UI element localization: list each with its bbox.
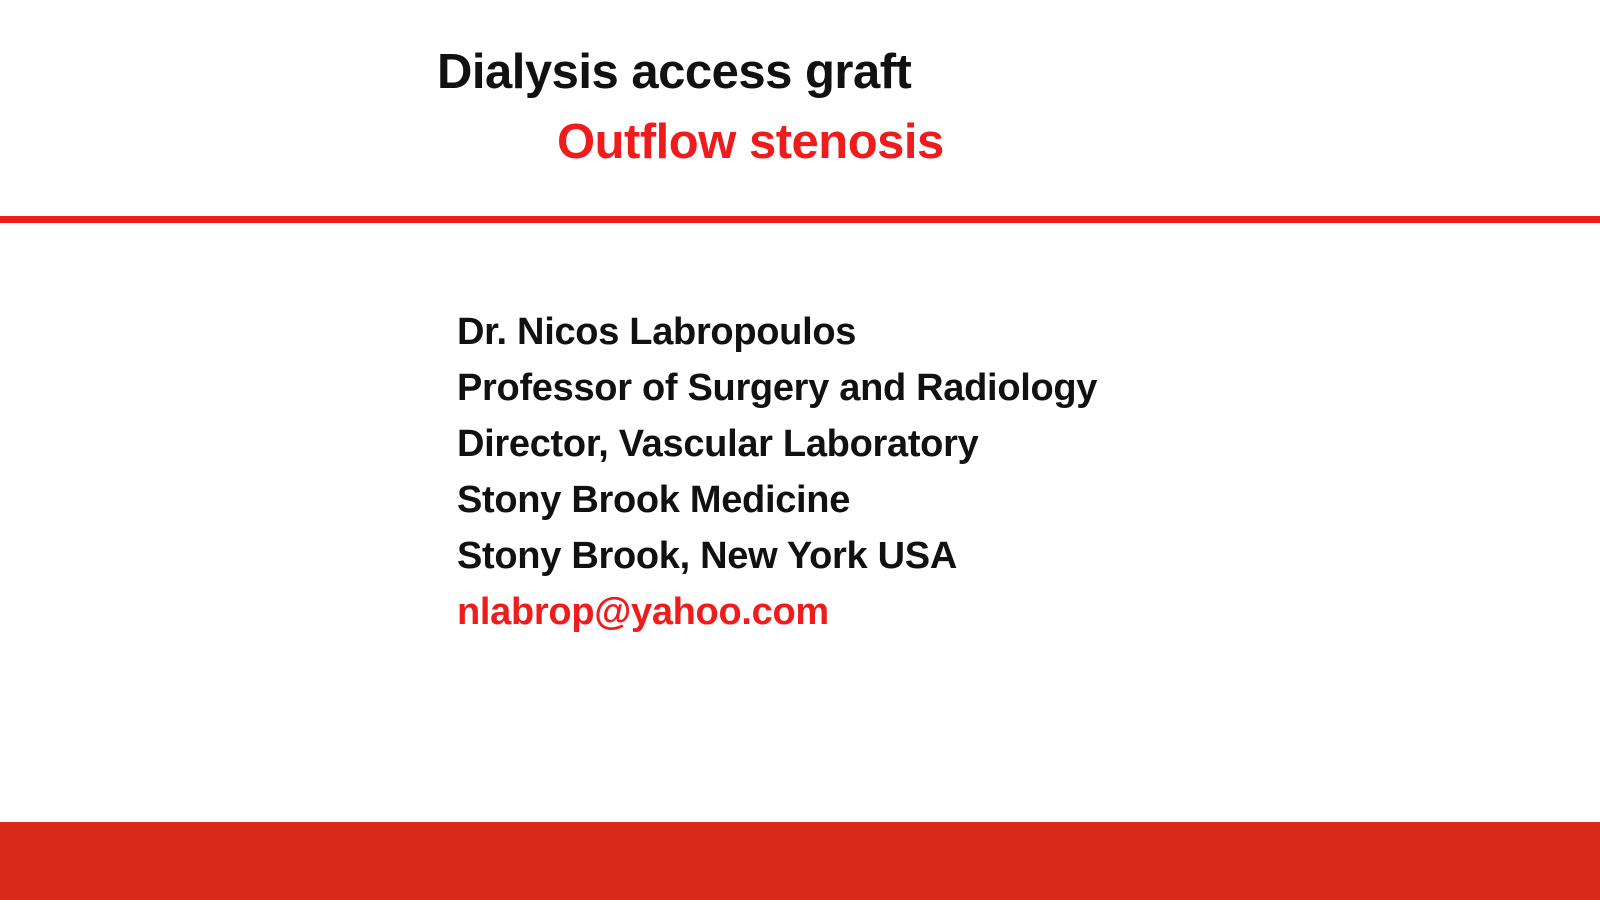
slide-title: Dialysis access graft [437, 45, 912, 99]
presenter-institution: Stony Brook Medicine [457, 479, 851, 521]
presenter-position: Professor of Surgery and Radiology [457, 367, 1098, 409]
presenter-email[interactable]: nlabrop@yahoo.com [457, 591, 829, 633]
slide-subtitle: Outflow stenosis [557, 115, 944, 169]
presenter-info [457, 304, 1097, 640]
footer-band [0, 822, 1600, 900]
presenter-name: Dr. Nicos Labropoulos [457, 311, 857, 353]
presenter-role: Director, Vascular Laboratory [457, 423, 979, 465]
header-divider [0, 216, 1600, 223]
presenter-location: Stony Brook, New York USA [457, 535, 957, 577]
